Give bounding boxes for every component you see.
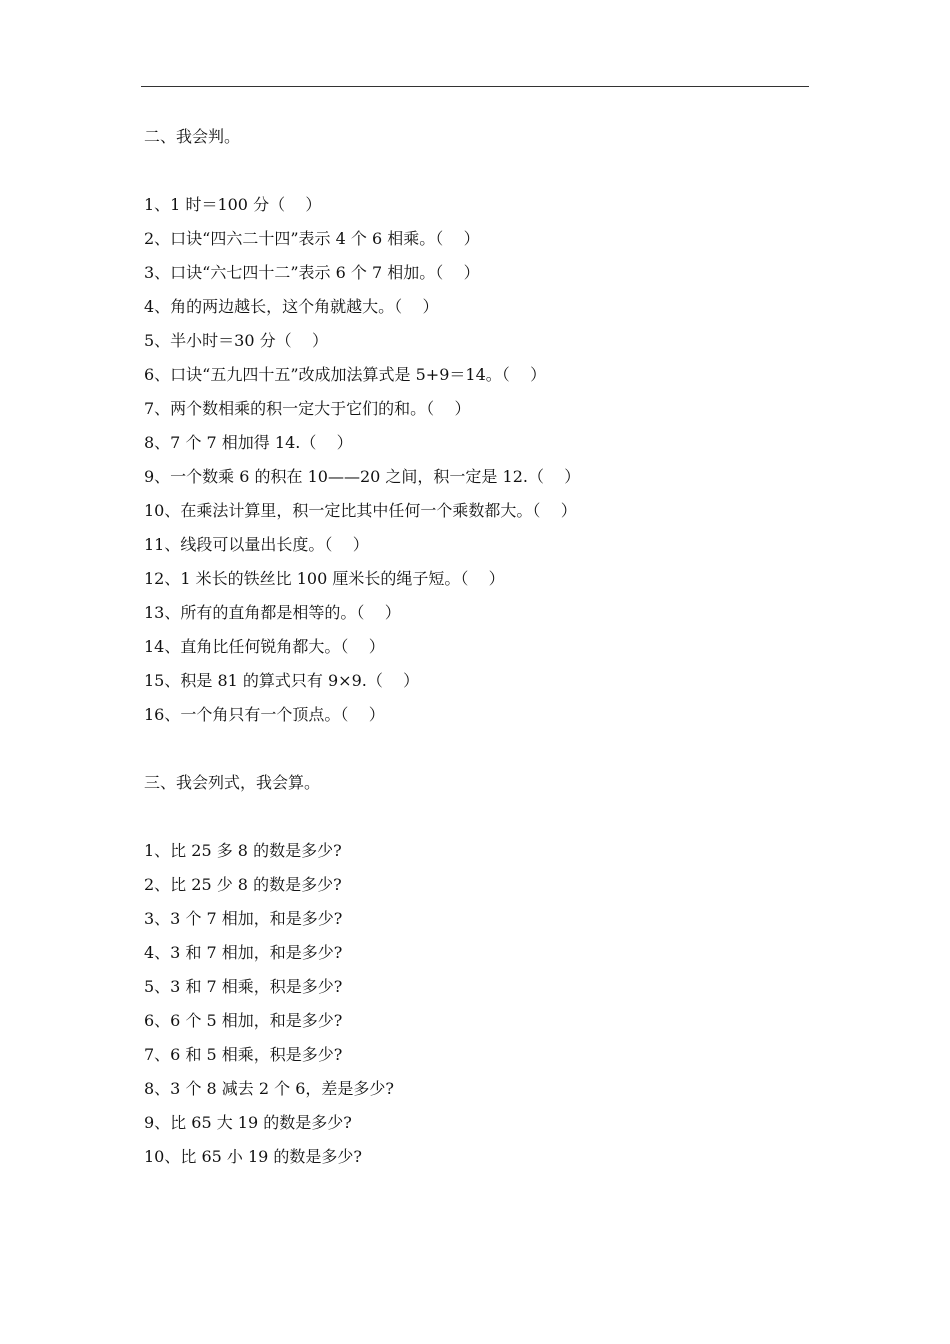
calculation-item: 1、比 25 多 8 的数是多少? bbox=[144, 841, 342, 860]
calculation-item: 6、6 个 5 相加，和是多少? bbox=[144, 1011, 343, 1030]
calculation-item: 3、3 个 7 相加，和是多少? bbox=[144, 909, 343, 928]
section-3-heading: 三、我会列式，我会算。 bbox=[144, 773, 321, 792]
worksheet-content bbox=[144, 120, 824, 1174]
judgement-item: 3、口诀“六七四十二”表示 6 个 7 相加。（ ） bbox=[144, 263, 480, 282]
calculation-item: 5、3 和 7 相乘，积是多少? bbox=[144, 977, 343, 996]
calculation-item: 4、3 和 7 相加，和是多少? bbox=[144, 943, 343, 962]
judgement-item: 11、线段可以量出长度。（ ） bbox=[144, 535, 369, 554]
calculation-item: 10、比 65 小 19 的数是多少? bbox=[144, 1147, 363, 1166]
judgement-item: 14、直角比任何锐角都大。（ ） bbox=[144, 637, 385, 656]
top-rule bbox=[141, 86, 809, 87]
judgement-item: 7、两个数相乘的积一定大于它们的和。（ ） bbox=[144, 399, 471, 418]
judgement-item: 6、口诀“五九四十五”改成加法算式是 5+9＝14。（ ） bbox=[144, 365, 547, 384]
judgement-item: 13、所有的直角都是相等的。（ ） bbox=[144, 603, 401, 622]
spacer bbox=[144, 154, 824, 188]
judgement-item: 12、1 米长的铁丝比 100 厘米长的绳子短。（ ） bbox=[144, 569, 505, 588]
calculation-item: 7、6 和 5 相乘，积是多少? bbox=[144, 1045, 343, 1064]
judgement-item: 16、一个角只有一个顶点。（ ） bbox=[144, 705, 385, 724]
judgement-item: 15、积是 81 的算式只有 9×9.（ ） bbox=[144, 671, 420, 690]
calculation-list bbox=[144, 834, 824, 1174]
calculation-item: 2、比 25 少 8 的数是多少? bbox=[144, 875, 342, 894]
calculation-item: 9、比 65 大 19 的数是多少? bbox=[144, 1113, 352, 1132]
spacer bbox=[144, 732, 824, 766]
judgement-item: 8、7 个 7 相加得 14.（ ） bbox=[144, 433, 353, 452]
judgement-item: 4、角的两边越长，这个角就越大。（ ） bbox=[144, 297, 439, 316]
judgement-item: 10、在乘法计算里，积一定比其中任何一个乘数都大。（ ） bbox=[144, 501, 577, 520]
judgement-item: 2、口诀“四六二十四”表示 4 个 6 相乘。（ ） bbox=[144, 229, 480, 248]
spacer bbox=[144, 800, 824, 834]
judgement-item: 9、一个数乘 6 的积在 10——20 之间，积一定是 12.（ ） bbox=[144, 467, 581, 486]
section-2-heading: 二、我会判。 bbox=[144, 127, 241, 146]
calculation-item: 8、3 个 8 减去 2 个 6，差是多少? bbox=[144, 1079, 394, 1098]
judgement-list bbox=[144, 188, 824, 732]
judgement-item: 1、1 时＝100 分（ ） bbox=[144, 195, 322, 214]
judgement-item: 5、半小时＝30 分（ ） bbox=[144, 331, 328, 350]
